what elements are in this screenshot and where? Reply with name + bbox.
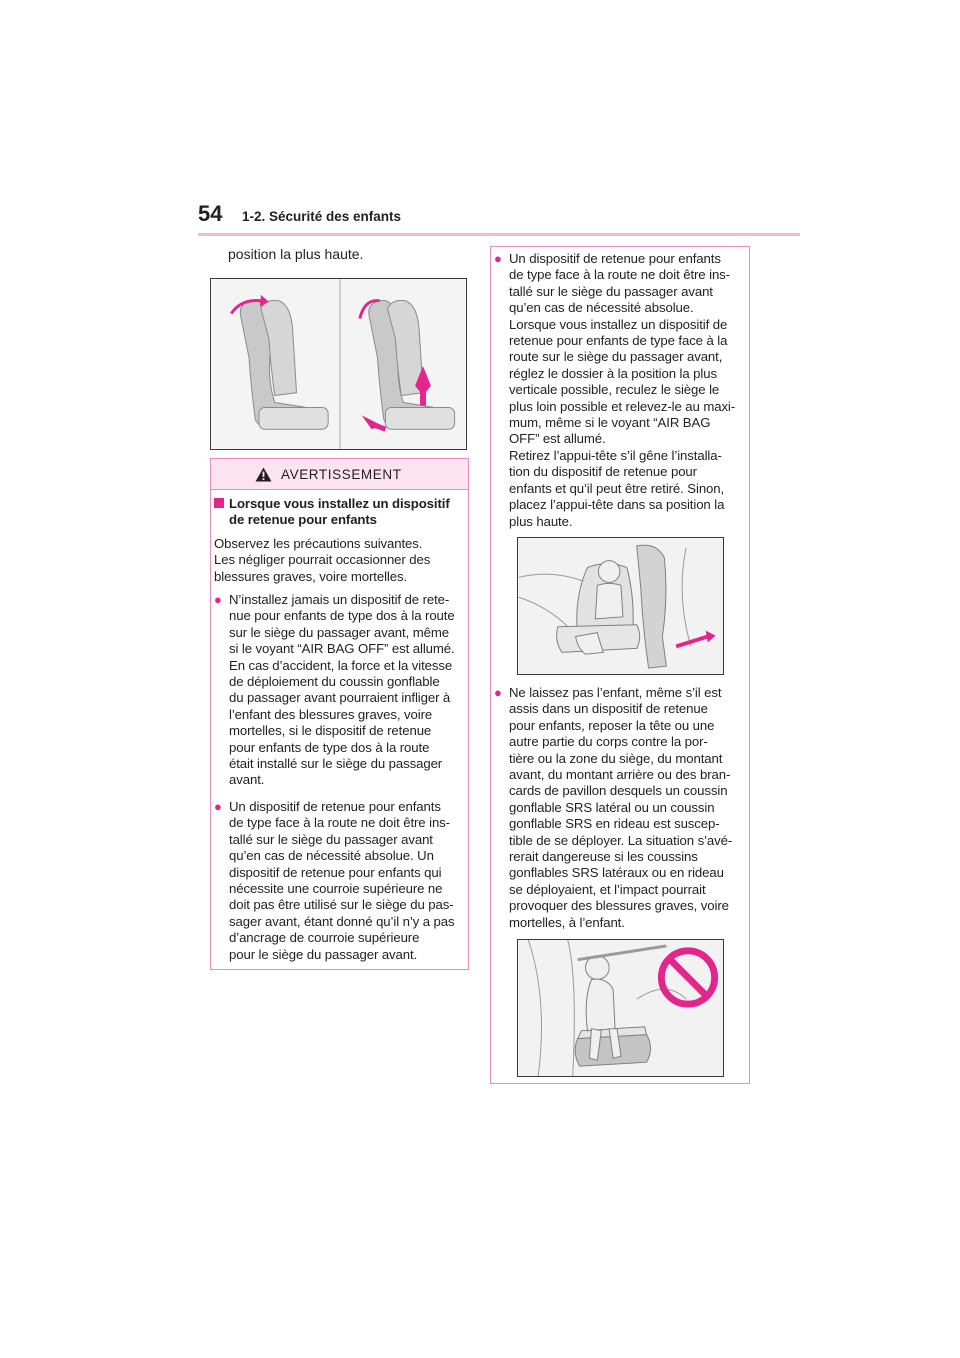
text-line: OFF” est allumé. [509,431,606,447]
page-number: 54 [198,201,223,226]
text-line: cards de pavillon desquels un coussin [509,783,728,799]
text-line: dispositif de retenue pour enfants qui [229,864,442,880]
intro-line: Les négliger pourrait occasionner des [214,552,431,568]
text-line: de type face à la route ne doit être ins- [509,267,730,283]
text-line: qu’en cas de nécessité absolue. [509,300,694,316]
right-warning-box [490,246,750,1084]
text-line: gonflable SRS latéral ou un coussin [509,799,715,815]
text-line: de type face à la route ne doit être ins- [229,815,450,831]
text-line: mortelles, si le dispositif de retenue [229,723,432,739]
text-line: autre partie du corps contre la por- [509,734,708,750]
warning-intro [214,536,466,585]
text-line: gonflable SRS en rideau est suscep- [509,816,720,832]
text-line: nue pour enfants de type dos à la route [229,608,455,624]
text-line: tallé sur le siège du passager avant [509,283,713,299]
text-line: se déployaient, et l’impact pourrait [509,881,706,897]
text-line: réglez le dossier à la position la plus [509,365,717,381]
warning-icon [255,467,272,482]
text-line: verticale possible, reculez le siège le [509,382,720,398]
text-line: avant, du montant arrière ou des bran- [509,767,731,783]
text-line: l’enfant des blessures graves, voire [229,706,433,722]
text-line: Retirez l’appui-tête s’il gêne l’installa- [509,447,722,463]
child-seat-forward-illustration [517,537,724,675]
text-line: Un dispositif de retenue pour enfants [509,251,721,266]
square-bullet-icon [214,498,224,508]
text-line: N’installez jamais un dispositif de rete- [229,592,450,607]
intro-line: Observez les précautions suivantes. [214,536,423,551]
header-rule [198,233,800,236]
text-line: gonflables SRS latéraux ou en rideau [509,865,724,881]
warning-header [211,459,468,490]
section-title: 1-2. Sécurité des enfants [242,209,402,224]
right-item-1 [494,251,749,530]
text-line: Un dispositif de retenue pour enfants [229,799,441,814]
text-line: qu’en cas de nécessité absolue. Un [229,848,434,864]
intro-line: blessures graves, voire mortelles. [214,568,408,584]
text-line: En cas d’accident, la force et la vitesse [229,657,453,673]
text-line: mortelles, à l’enfant. [509,914,625,930]
text-line: de déploiement du coussin gonflable [229,674,440,690]
bullet-icon: ● [494,685,502,700]
text-line: d’ancrage de courroie supérieure [229,930,420,946]
text-line: si le voyant “AIR BAG OFF” est allumé. [229,641,455,657]
text-line: pour enfants, reposer la tête ou une [509,717,715,733]
text-line: tible de se déployer. La situation s’avé- [509,832,733,848]
text-line: plus loin possible et relevez-le au maxi- [509,398,736,414]
warning-item-1 [214,592,468,789]
text-line: avant. [229,772,265,788]
warning-box [210,458,469,970]
text-line: Lorsque vous installez un dispositif de [509,316,728,332]
seat-adjust-illustration [210,278,467,450]
text-line: provoquer des blessures graves, voire [509,898,729,914]
warning-item-2 [214,799,468,963]
right-item-2 [494,685,749,931]
text-line: rerait dangereuse si les coussins [509,849,698,865]
text-line: retenue pour enfants de type face à la [509,333,728,349]
text-line: assis dans un dispositif de retenue [509,701,708,717]
text-line: doit pas être utilisé sur le siège du pas- [229,897,454,913]
text-line: tallé sur le siège du passager avant [229,831,433,847]
text-line: sur le siège du passager avant, même [229,624,449,640]
bullet-icon: ● [494,251,502,266]
text-line: du passager avant pourraient infliger à [229,690,451,706]
bullet-icon: ● [214,799,222,814]
text-line: nécessite une courroie supérieure ne [229,881,443,897]
child-leaning-prohibited-illustration [517,939,724,1077]
text-line: Ne laissez pas l’enfant, même s’il est [509,685,722,700]
text-line: tière ou la zone du siège, du montant [509,750,723,766]
text-line: mum, même si le voyant “AIR BAG [509,415,711,431]
warning-title: AVERTISSEMENT [281,467,402,482]
text-line: était installé sur le siège du passager [229,756,443,772]
text-line: plus haute. [509,513,573,529]
text-line: pour enfants de type dos à la route [229,739,430,755]
text-line: tion du dispositif de retenue pour [509,464,697,480]
text-line: pour le siège du passager avant. [229,946,418,962]
text-line: sager avant, étant donné qu’il n’y a pas [229,913,455,929]
text-line: route sur le siège du passager avant, [509,349,723,365]
warning-heading [214,496,466,529]
text-line: enfants et qu’il peut être retiré. Sinon, [509,480,725,496]
bullet-icon: ● [214,592,222,607]
text-line: placez l’appui-tête dans sa position la [509,497,725,513]
warning-heading-text: Lorsque vous installez un dispositif de retenue pour enfants [229,496,450,528]
continuation-text: position la plus haute. [228,246,364,262]
